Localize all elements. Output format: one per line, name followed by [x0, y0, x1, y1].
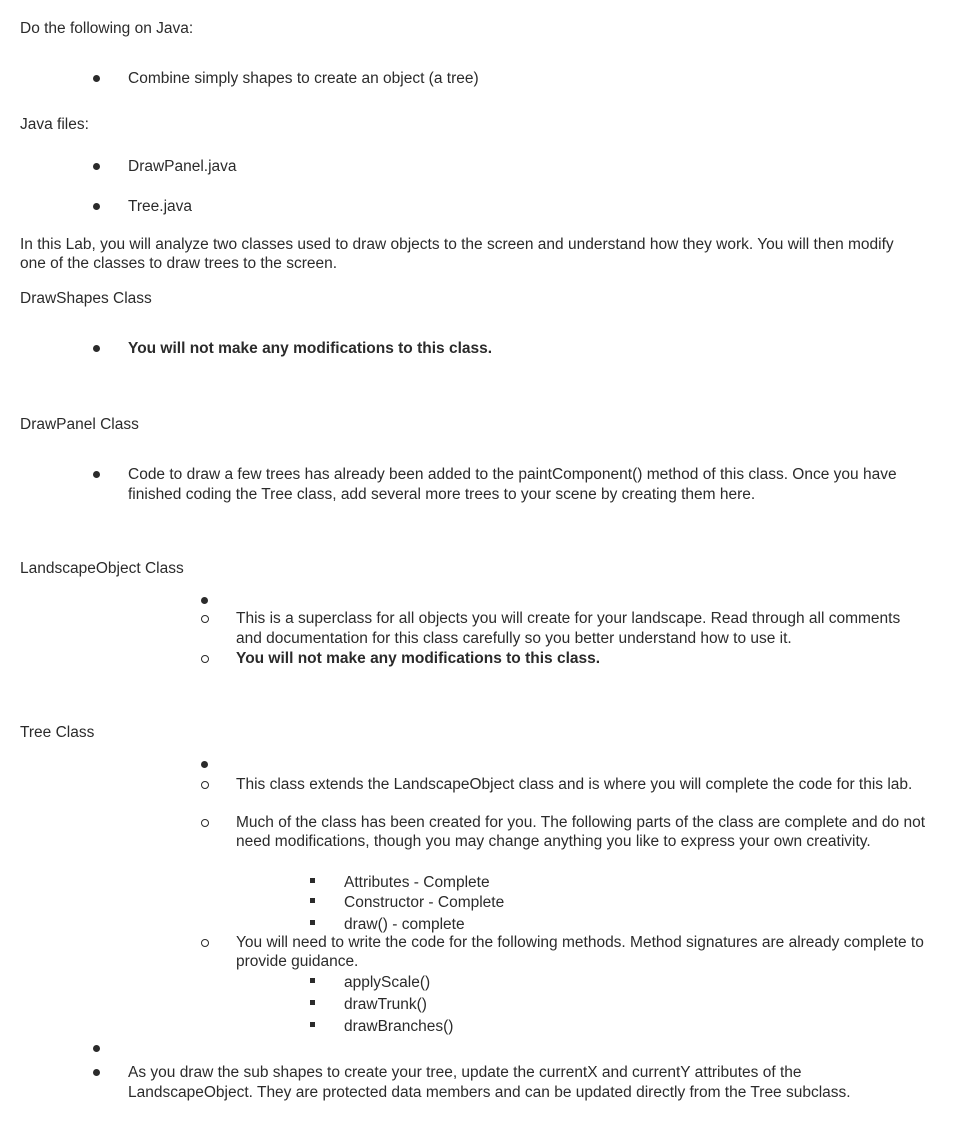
- lab-description: In this Lab, you will analyze two classes used to draw objects to the screen and understand how they work. You will then modify one of the classes to draw trees to the screen.: [20, 236, 894, 272]
- circle-bullet: [201, 655, 209, 663]
- bullet-dot: [93, 1069, 100, 1076]
- square-bullet: [310, 920, 315, 925]
- landscape-item-1: This is a superclass for all objects you will create for your landscape. Read through all comments and documentation for this class carefully so you better understand how to use it.: [236, 610, 901, 647]
- tree-heading: Tree Class: [20, 724, 95, 741]
- bullet-dot: [93, 75, 100, 82]
- intro-bullet: Combine simply shapes to create an object (a tree): [128, 70, 479, 87]
- circle-bullet: [201, 615, 209, 623]
- landscape-item-2: You will not make any modifications to this class.: [236, 650, 601, 667]
- method-applyscale: applyScale(): [344, 974, 431, 991]
- complete-part-draw: draw() - complete: [344, 916, 465, 933]
- bullet-dot: [93, 471, 100, 478]
- square-bullet: [310, 878, 315, 883]
- bullet-dot: [201, 597, 208, 604]
- circle-bullet: [201, 819, 209, 827]
- complete-part-attributes: Attributes - Complete: [344, 874, 490, 891]
- square-bullet: [310, 1000, 315, 1005]
- intro-heading: Do the following on Java:: [20, 20, 194, 37]
- tree-item-3: You will need to write the code for the following methods. Method signatures are already complete to provide guidance.: [236, 934, 924, 970]
- drawpanel-note: Code to draw a few trees has already been added to the paintComponent() method of this class. Once you have finished coding the Tree class, add several more trees to your scene by creating them here.: [128, 466, 897, 503]
- square-bullet: [310, 978, 315, 983]
- bullet-dot: [93, 345, 100, 352]
- tree-item-2: Much of the class has been created for you. The following parts of the class are complete and do not need modifications, though you may change anything you like to express your own creativity.: [236, 814, 926, 850]
- bullet-dot: [93, 203, 100, 210]
- circle-bullet: [201, 939, 209, 947]
- java-files-heading: Java files:: [20, 116, 89, 133]
- circle-bullet: [201, 781, 209, 789]
- drawshapes-note: You will not make any modifications to this class.: [128, 340, 493, 357]
- drawpanel-heading: DrawPanel Class: [20, 416, 139, 433]
- tree-final-note: As you draw the sub shapes to create your tree, update the currentX and currentY attributes of the LandscapeObject. They are protected data members and can be updated directly from the Tree subclass.: [128, 1064, 851, 1101]
- drawshapes-heading: DrawShapes Class: [20, 290, 152, 307]
- square-bullet: [310, 898, 315, 903]
- square-bullet: [310, 1022, 315, 1027]
- bullet-dot: [93, 163, 100, 170]
- tree-item-1: This class extends the LandscapeObject class and is where you will complete the code for this lab.: [236, 776, 913, 793]
- method-drawtrunk: drawTrunk(): [344, 996, 427, 1013]
- file-drawpanel: DrawPanel.java: [128, 158, 237, 175]
- method-drawbranches: drawBranches(): [344, 1018, 454, 1035]
- bullet-dot: [201, 761, 208, 768]
- landscape-heading: LandscapeObject Class: [20, 560, 184, 577]
- bullet-dot: [93, 1045, 100, 1052]
- complete-part-constructor: Constructor - Complete: [344, 894, 505, 911]
- file-tree: Tree.java: [128, 198, 193, 215]
